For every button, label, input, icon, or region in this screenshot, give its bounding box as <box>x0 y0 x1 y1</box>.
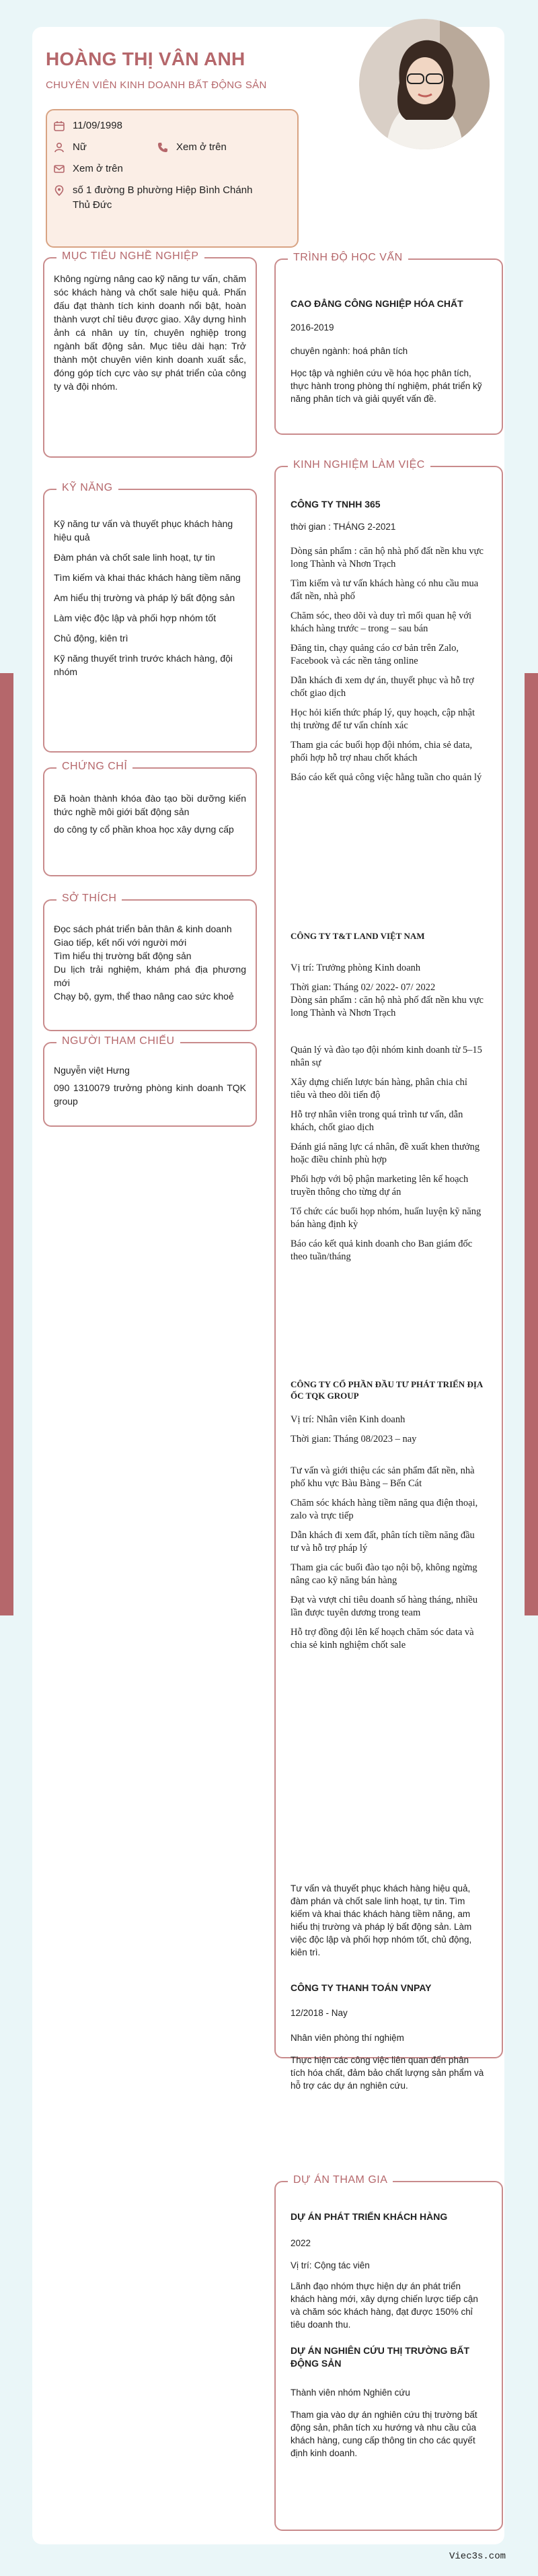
hobby-item: Đọc sách phát triển bản thân & kinh doanh <box>54 924 232 934</box>
hobby-item: Chạy bộ, gym, thể thao nâng cao sức khoẻ <box>54 991 234 1002</box>
experience-summary <box>291 1882 484 1959</box>
company-2-position: Vị trí: Trưởng phòng Kinh doanh <box>291 963 421 973</box>
company-2 <box>291 930 484 1263</box>
gender-row <box>54 141 87 153</box>
education-period: 2016-2019 <box>291 322 334 333</box>
education-title: TRÌNH ĐỘ HỌC VẤN <box>288 252 408 264</box>
birthday-row <box>54 120 122 131</box>
reference-name: Nguyễn việt Hưng <box>54 1065 130 1076</box>
company-1-item: Tham gia các buổi họp đội nhóm, chia sẻ data, phối hợp hỗ trợ nhau chốt khách <box>291 740 473 763</box>
skill-item: Đàm phán và chốt sale linh hoạt, tự tin <box>54 552 215 563</box>
company-2-item: Hỗ trợ nhân viên trong quá trình tư vấn, dẫn khách, chốt giao dịch <box>291 1109 463 1133</box>
skill-item: Tìm kiếm và khai thác khách hàng tiềm năng <box>54 572 241 583</box>
hobby-item: Giao tiếp, kết nối với người mới <box>54 937 187 948</box>
candidate-name: HOÀNG THỊ VÂN ANH <box>46 48 245 69</box>
company-4-time: 12/2018 - Nay <box>291 2008 348 2018</box>
company-3-position: Vị trí: Nhân viên Kinh doanh <box>291 1414 406 1425</box>
skills-card <box>43 482 257 753</box>
phone-value: Xem ở trên <box>176 141 227 153</box>
reference-title: NGƯỜI THAM CHIẾU <box>56 1035 180 1047</box>
hobby-item: Tìm hiểu thị trường bất động sản <box>54 950 192 961</box>
skill-item: Kỹ năng tư vấn và thuyết phục khách hàng hiệu quả <box>54 518 233 543</box>
project-1-desc: Lãnh đạo nhóm thực hiện dự án phát triển khách hàng mới, xây dựng chiến lược tiếp cận và chăm sóc khách hàng, đạt được 150% chỉ tiêu doanh thu. <box>291 2281 478 2330</box>
company-1 <box>291 498 484 784</box>
education-major: chuyên ngành: hoá phân tích <box>291 346 408 356</box>
skills-title: KỸ NĂNG <box>56 482 118 494</box>
company-4-desc: Thực hiện các công việc liên quan đến phân tích hóa chất, đảm bảo chất lượng sản phẩm và hỗ trợ các dự án nghiên cứu. <box>291 2055 484 2091</box>
project-2-name: DỰ ÁN NGHIÊN CỨU THỊ TRƯỜNG BẤT ĐỘNG SẢN <box>291 2345 470 2369</box>
email-row <box>54 163 123 174</box>
skills-list <box>54 517 246 678</box>
reference-card <box>43 1035 257 1127</box>
company-2-item: Quản lý và đào tạo đội nhóm kinh doanh từ 5–15 nhân sự <box>291 1045 482 1068</box>
project-2-role: Thành viên nhóm Nghiên cứu <box>291 2388 410 2398</box>
project-1-year: 2022 <box>291 2238 311 2248</box>
company-2-name: CÔNG TY T&T LAND VIỆT NAM <box>291 931 425 941</box>
birthday-value: 11/09/1998 <box>73 120 122 131</box>
skill-item: Chủ động, kiên trì <box>54 633 128 643</box>
address-row <box>54 183 282 213</box>
company-3-name: CÔNG TY CỔ PHẦN ĐẦU TƯ PHÁT TRIỂN ĐỊA ỐC TQK GROUP <box>291 1379 483 1401</box>
address-value: số 1 đường B phường Hiệp Bình Chánh Thủ Đức <box>73 184 253 211</box>
company-3 <box>291 1379 484 1652</box>
company-2-item: Báo cáo kết quả kinh doanh cho Ban giám đốc theo tuần/tháng <box>291 1239 473 1262</box>
company-1-item: Tìm kiếm và tư vấn khách hàng có nhu cầu mua đất nền, nhà phố <box>291 578 479 602</box>
company-1-item: Dẫn khách đi xem dự án, thuyết phục và hỗ trợ chốt giao dịch <box>291 675 474 699</box>
decor-bar-left <box>0 673 13 1615</box>
education-desc: Học tập và nghiên cứu về hóa học phân tích, thực hành trong phòng thí nghiệm, phát triển kỹ năng phân tích và giải quyết vấn đề. <box>291 368 482 404</box>
company-4-name: CÔNG TY THANH TOÁN VNPAY <box>291 1982 432 1993</box>
gender-value: Nữ <box>73 141 87 153</box>
company-4 <box>291 1982 484 2092</box>
company-2-item: Tổ chức các buổi họp nhóm, huấn luyện kỹ năng bán hàng định kỳ <box>291 1206 482 1230</box>
decor-bar-right <box>525 673 538 1615</box>
hobbies-card <box>43 893 257 1031</box>
projects-card <box>274 2174 503 2531</box>
phone-icon <box>157 142 168 153</box>
project-1-role: Vị trí: Cộng tác viên <box>291 2260 370 2270</box>
company-2-product: Dòng sản phẩm : căn hộ nhà phố đất nền khu vực long Thành và Nhơn Trạch <box>291 995 484 1018</box>
objective-text: Không ngừng nâng cao kỹ năng tư vấn, chăm sóc khách hàng và chốt sale hiệu quả. Phấn đấu đạt thành tích kinh doanh nổi bật, hoàn thành vượt chỉ tiêu được giao. Xây dựng hình ảnh cá nhân uy tín, chuyên nghiệp trong ngành bất động sản. Mục tiêu dài hạn: Trở thành một chuyên viên kinh doanh xuất sắc, đóng góp tích cực vào sự phát triển của công ty và đội nhóm. <box>54 273 246 392</box>
job-title: CHUYÊN VIÊN KINH DOANH BẤT ĐỘNG SẢN <box>46 79 267 91</box>
projects-title: DỰ ÁN THAM GIA <box>288 2174 393 2186</box>
company-1-item: Báo cáo kết quả công việc hằng tuần cho quản lý <box>291 772 482 783</box>
gender-icon <box>54 142 65 153</box>
certificates-text <box>54 792 246 836</box>
email-icon <box>54 164 65 174</box>
education-body <box>291 298 484 405</box>
certificate-line: do công ty cổ phần khoa học xây dựng cấp <box>54 824 234 835</box>
calendar-icon <box>54 120 65 131</box>
location-icon <box>54 185 65 196</box>
certificates-card <box>43 761 257 876</box>
certificate-line: Đã hoàn thành khóa đào tạo bồi dưỡng kiến thức nghề môi giới bất động sản <box>54 793 246 817</box>
company-3-item: Tham gia các buổi đào tạo nội bộ, không ngừng nâng cao kỹ năng bán hàng <box>291 1562 477 1586</box>
skill-item: Làm việc độc lập và phối hợp nhóm tốt <box>54 613 217 623</box>
company-1-item: Chăm sóc, theo dõi và duy trì mối quan hệ với khách hàng trước – trong – sau bán <box>291 611 472 634</box>
education-school: CAO ĐẲNG CÔNG NGHIỆP HÓA CHẤT <box>291 298 463 309</box>
experience-card <box>274 459 503 2091</box>
reference-text <box>54 1064 246 1108</box>
company-1-item: Học hỏi kiến thức pháp lý, quy hoạch, cập nhật thị trường để tư vấn chính xác <box>291 707 475 731</box>
company-3-item: Chăm sóc khách hàng tiềm năng qua điện thoại, zalo và trực tiếp <box>291 1498 478 1521</box>
footer-site: Viec3s.com <box>449 2551 506 2562</box>
company-2-item: Xây dựng chiến lược bán hàng, phân chia chỉ tiêu và theo dõi tiến độ <box>291 1077 467 1101</box>
project-1-name: DỰ ÁN PHÁT TRIỂN KHÁCH HÀNG <box>291 2211 448 2222</box>
reference-detail: 090 1310079 trưởng phòng kinh doanh TQK group <box>54 1082 246 1107</box>
company-4-position: Nhân viên phòng thí nghiệm <box>291 2033 404 2043</box>
project-2-desc: Tham gia vào dự án nghiên cứu thị trường bất động sản, phân tích xu hướng và nhu cầu của khách hàng, cung cấp thông tin cho các quyết định kinh doanh. <box>291 2410 477 2458</box>
avatar <box>359 19 490 149</box>
company-3-item: Đạt và vượt chỉ tiêu doanh số hàng tháng, nhiều lần được tuyên dương trong team <box>291 1595 478 1618</box>
company-1-name: CÔNG TY TNHH 365 <box>291 499 381 510</box>
company-1-item: Dòng sản phẩm : căn hộ nhà phố đất nền khu vực long Thành và Nhơn Trạch <box>291 546 484 569</box>
company-3-item: Dẫn khách đi xem đất, phân tích tiềm năng đầu tư và hỗ trợ pháp lý <box>291 1530 475 1554</box>
company-1-time: thời gian : THÁNG 2-2021 <box>291 522 396 532</box>
objective-card <box>43 250 257 458</box>
company-2-item: Đánh giá năng lực cá nhân, đề xuất khen thưởng hoặc điều chỉnh phù hợp <box>291 1142 480 1165</box>
company-3-item: Hỗ trợ đồng đội lên kế hoạch chăm sóc data và chia sẻ kinh nghiệm chốt sale <box>291 1627 474 1650</box>
certificates-title: CHỨNG CHỈ <box>56 761 132 773</box>
skill-item: Kỹ năng thuyết trình trước khách hàng, đội nhóm <box>54 653 233 677</box>
email-value: Xem ở trên <box>73 163 123 174</box>
experience-title: KINH NGHIỆM LÀM VIỆC <box>288 459 430 471</box>
objective-title: MỤC TIÊU NGHỀ NGHIỆP <box>56 250 204 263</box>
hobbies-title: SỞ THÍCH <box>56 893 122 905</box>
personal-info-box <box>46 109 299 248</box>
hobbies-list <box>54 922 246 1003</box>
hobby-item: Du lịch trải nghiệm, khám phá địa phương mới <box>54 964 246 988</box>
company-1-item: Đăng tin, chạy quảng cáo cơ bản trên Zalo, Facebook và các nền tảng online <box>291 643 459 666</box>
company-3-item: Tư vấn và giới thiệu các sản phẩm đất nền, nhà phố khu vực Bàu Bàng – Bến Cát <box>291 1465 475 1489</box>
phone-row <box>157 141 227 153</box>
skill-item: Am hiểu thị trường và pháp lý bất động sản <box>54 592 235 603</box>
company-3-time: Thời gian: Tháng 08/2023 – nay <box>291 1434 417 1444</box>
company-2-time: Thời gian: Tháng 02/ 2022- 07/ 2022 <box>291 982 436 993</box>
company-2-item: Phối hợp với bộ phận marketing lên kế hoạch truyền thông cho từng dự án <box>291 1174 469 1197</box>
project-1 <box>291 2211 484 2460</box>
education-card <box>274 252 503 435</box>
experience-summary-text: Tư vấn và thuyết phục khách hàng hiệu quả, đàm phán và chốt sale linh hoạt, tự tin. Tìm kiếm và khai thác khách hàng tiềm năng, am hiểu thị trường và pháp lý bất động sản. Làm việc độc lập và phối hợp nhóm tốt, chủ động, kiên trì. <box>291 1883 472 1957</box>
